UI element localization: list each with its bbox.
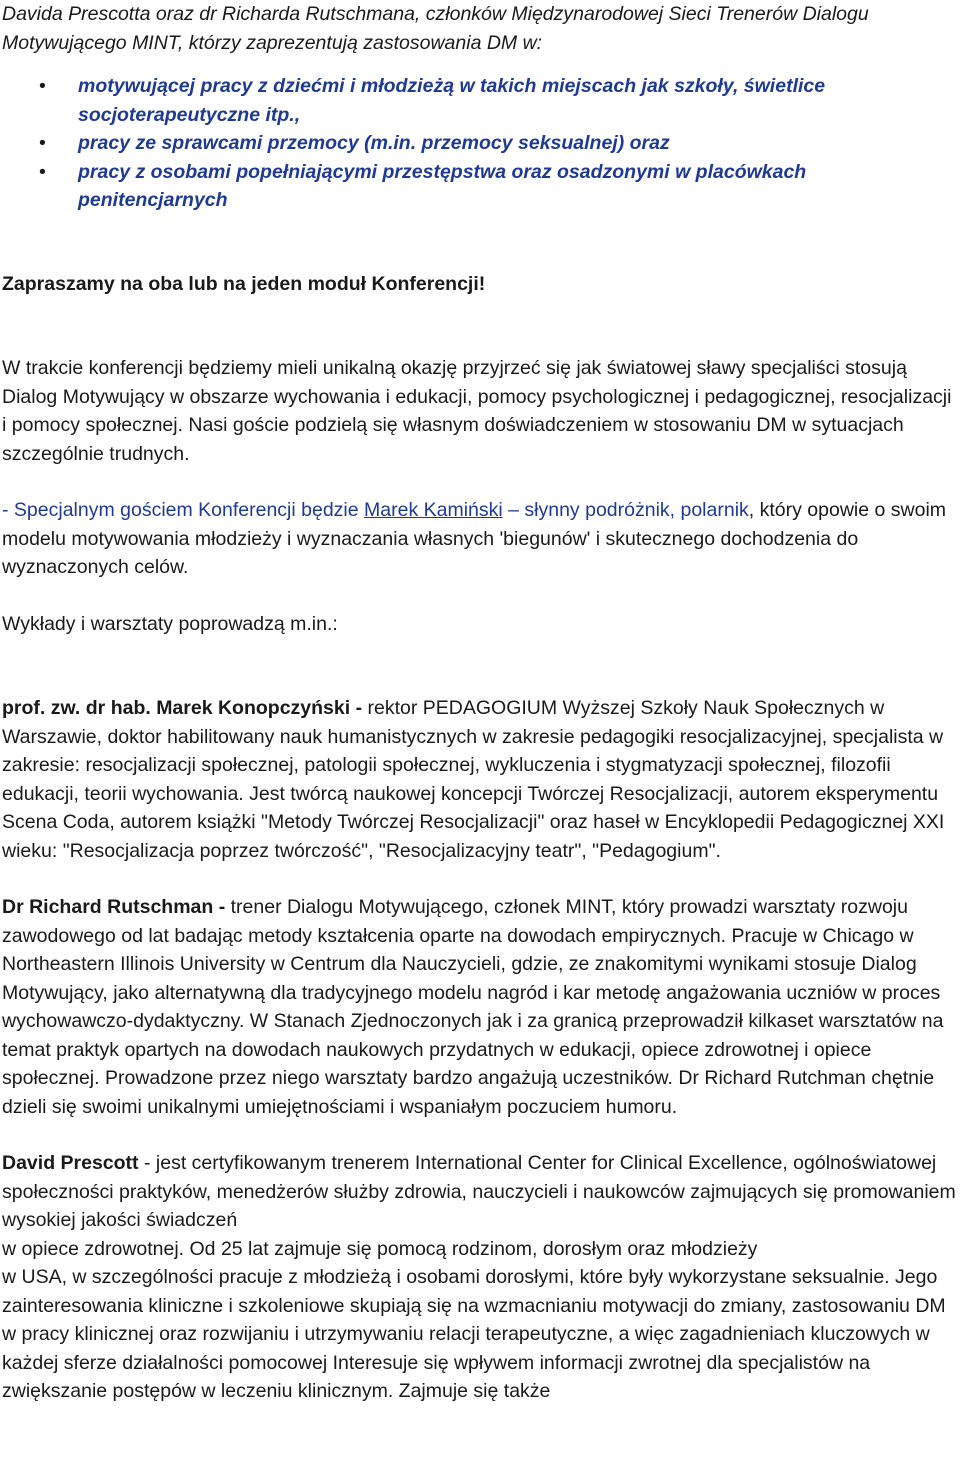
invitation-heading: Zapraszamy na oba lub na jeden moduł Konferencji!: [2, 272, 486, 295]
bullet-icon: •: [39, 75, 46, 97]
document-page: [2, 0, 958, 1406]
speaker-bio: w USA, w szczególności pracuje z młodzieżą i osobami dorosłymi, które były wykorzystane seksualnie. Jego zainteresowania kliniczne i szkoleniowe skupiają się na wzmacnianiu motywacji do zmiany, zastosowaniu DM w pracy klinicznej oraz rozwijaniu i utrzymywaniu relacji terapeutyczne, a więc zagadnieniach kluczowych w każdej sferze działalności pomocowej Interesuje się wpływem informacji zwrotnej dla specjalistów na zwiększanie postępów w leczeniu klinicznym. Zajmuje się także: [2, 1266, 946, 1402]
topic-text: pracy z osobami popełniającymi przestępstwa oraz osadzonymi w placówkach penitencjarnych: [78, 160, 807, 211]
bullet-icon: •: [39, 160, 46, 183]
speaker-bio: trener Dialogu Motywującego, członek MINT, który prowadzi warsztaty rozwoju zawodowego od lat badając metody kształcenia oparte na dowodach empirycznych. Pracuje w Chicago w Northeastern Illinois University w Centrum dla Nauczycieli, gdzie, ze znakomitymi wynikami stosuje Dialog Motywujący, jako alternatywną dla tradycyjnego modelu nagród i kar metodę angażowania uczniów w proces wychowawczo-dydaktyczny. W Stanach Zjednoczonych jak i za granicą przeprowadził kilkaset warsztatów na temat praktyk opartych na dowodach naukowych przydatnych w edukacji, opiece zdrowotnej i opiece społecznej. Prowadzone przez niego warsztaty bardzo angażują uczestników. Dr Richard Rutchman chętnie dzieli się swoimi unikalnymi umiejętnościami i wspaniałym poczuciem humoru.: [2, 896, 944, 1118]
bullet-icon: •: [39, 132, 46, 154]
speaker-title: David Prescott: [2, 1152, 139, 1174]
topics-list: [2, 72, 958, 215]
special-guest-comma: ,: [748, 499, 755, 521]
speaker-konopczynski: [2, 694, 958, 865]
topic-text: motywującej pracy z dziećmi i młodzieżą w takich miejscach jak szkoły, świetlice socjoterapeutyczne itp.,: [78, 75, 826, 126]
special-guest-prefix: - Specjalnym gościem Konferencji będzie: [2, 499, 365, 521]
special-guest-dash: –: [502, 499, 525, 521]
speaker-bio: w opiece zdrowotnej. Od 25 lat zajmuje się pomocą rodzinom, dorosłym oraz młodzieży: [2, 1237, 758, 1260]
speaker-title: Dr Richard Rutschman -: [2, 896, 226, 918]
intro-paragraph: Davida Prescotta oraz dr Richarda Rutschmana, członków Międzynarodowej Sieci Trenerów Dialogu Motywującego MINT, którzy zaprezentują zastosowania DM w:: [2, 3, 869, 54]
marek-kaminski-link[interactable]: Marek Kamiński: [364, 499, 503, 521]
speaker-bio: - jest certyfikowanym trenerem International Center for Clinical Excellence, ogólnoświatowej społeczności praktyków, menedżerów służby zdrowia, nauczycieli i naukowców zajmujących się promowaniem wysokiej jakości świadczeń: [2, 1152, 956, 1231]
special-guest-paragraph: [2, 496, 958, 582]
lectures-intro: Wykłady i warsztaty poprowadzą m.in.:: [2, 612, 338, 635]
topic-text: pracy ze sprawcami przemocy (m.in. przemocy seksualnej) oraz: [78, 132, 670, 154]
speaker-prescott: [2, 1149, 958, 1406]
conference-paragraph: W trakcie konferencji będziemy mieli unikalną okazję przyjrzeć się jak światowej sławy specjaliści stosują Dialog Motywujący w obszarze wychowania i edukacji, pomocy psychologicznej i pedagogicznej, resocjalizacji i pomocy społecznej. Nasi goście podzielą się własnym doświadczeniem w stosowaniu DM w sytuacjach szczególnie trudnych.: [2, 357, 952, 465]
special-guest-role: słynny podróżnik, polarnik: [524, 499, 749, 521]
special-guest-rest: który opowie o swoim modelu motywowania młodzieży i wyznaczania własnych 'biegunów' i skutecznego dochodzenia do wyznaczonych celów.: [2, 499, 947, 578]
speaker-title: prof. zw. dr hab. Marek Konopczyński -: [2, 697, 363, 719]
speaker-bio: rektor PEDAGOGIUM Wyższej Szkoły Nauk Społecznych w Warszawie, doktor habilitowany nauk humanistycznych w zakresie pedagogiki resocjalizacyjnej, specjalista w zakresie: resocjalizacji społecznej, patologii społecznej, wykluczenia i stygmatyzacji społecznej, filozofii edukacji, teorii wychowania. Jest twórcą naukowej koncepcji Twórczej Resocjalizacji, autorem eksperymentu Scena Coda, autorem książki "Metody Twórczej Resocjalizacji" oraz haseł w Encyklopedii Pedagogicznej XXI wieku: "Resocjalizacja poprzez twórczość", "Resocjalizacyjny teatr", "Pedagogium".: [2, 697, 945, 862]
topic-item: [2, 72, 958, 129]
speaker-rutschman: [2, 893, 958, 1121]
topic-item: [2, 129, 958, 158]
topic-item: [2, 158, 958, 215]
